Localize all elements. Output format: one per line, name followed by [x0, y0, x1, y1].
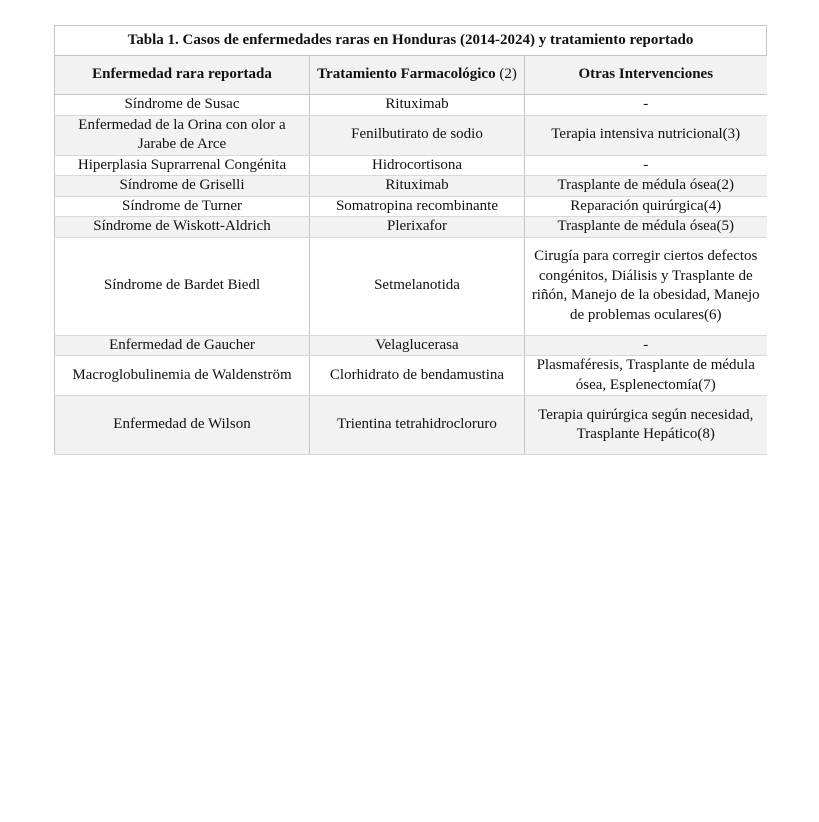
cell-drug: Rituximab	[310, 95, 525, 116]
header-other	[525, 56, 767, 95]
table-title: Tabla 1. Casos de enfermedades raras en Honduras (2014-2024) y tratamiento reportado	[55, 26, 767, 56]
header-drug-label: Tratamiento Farmacológico	[317, 66, 496, 83]
cell-disease: Enfermedad de Gaucher	[55, 335, 310, 356]
cell-drug: Hidrocortisona	[310, 155, 525, 176]
cell-other: Trasplante de médula ósea(5)	[525, 217, 767, 238]
cell-disease: Síndrome de Susac	[55, 95, 310, 116]
cell-drug: Velaglucerasa	[310, 335, 525, 356]
cell-drug: Rituximab	[310, 176, 525, 197]
table-header-row	[55, 56, 767, 95]
table-row	[55, 176, 767, 197]
cell-other: -	[525, 95, 767, 116]
table-row	[55, 396, 767, 455]
cell-other: Cirugía para corregir ciertos defectos congénitos, Diálisis y Trasplante de riñón, Manejo de la obesidad, Manejo de problemas oculares(6)	[525, 237, 767, 335]
rare-diseases-table	[54, 25, 767, 455]
cell-disease: Síndrome de Griselli	[55, 176, 310, 197]
cell-disease: Macroglobulinemia de Waldenström	[55, 356, 310, 396]
cell-other: Terapia quirúrgica según necesidad, Trasplante Hepático(8)	[525, 396, 767, 455]
table-row	[55, 356, 767, 396]
header-disease	[55, 56, 310, 95]
header-disease-label: Enfermedad rara reportada	[92, 66, 272, 83]
table-row	[55, 237, 767, 335]
cell-other: Terapia intensiva nutricional(3)	[525, 115, 767, 155]
cell-drug: Trientina tetrahidrocloruro	[310, 396, 525, 455]
cell-drug: Plerixafor	[310, 217, 525, 238]
table-row	[55, 155, 767, 176]
cell-disease: Síndrome de Wiskott-Aldrich	[55, 217, 310, 238]
table-row	[55, 196, 767, 217]
cell-other: -	[525, 155, 767, 176]
cell-drug: Clorhidrato de bendamustina	[310, 356, 525, 396]
cell-drug: Setmelanotida	[310, 237, 525, 335]
table-title-row	[55, 26, 767, 56]
cell-disease: Hiperplasia Suprarrenal Congénita	[55, 155, 310, 176]
cell-disease: Síndrome de Bardet Biedl	[55, 237, 310, 335]
cell-drug: Fenilbutirato de sodio	[310, 115, 525, 155]
table-row	[55, 335, 767, 356]
table-row	[55, 95, 767, 116]
table-row	[55, 217, 767, 238]
cell-other: -	[525, 335, 767, 356]
cell-other: Reparación quirúrgica(4)	[525, 196, 767, 217]
cell-disease: Enfermedad de la Orina con olor a Jarabe de Arce	[55, 115, 310, 155]
table-row	[55, 115, 767, 155]
cell-other: Plasmaféresis, Trasplante de médula ósea, Esplenectomía(7)	[525, 356, 767, 396]
cell-other: Trasplante de médula ósea(2)	[525, 176, 767, 197]
cell-disease: Síndrome de Turner	[55, 196, 310, 217]
header-drug	[310, 56, 525, 95]
header-other-label: Otras Intervenciones	[578, 66, 714, 83]
cell-disease: Enfermedad de Wilson	[55, 396, 310, 455]
header-drug-ref: (2)	[495, 66, 517, 83]
cell-drug: Somatropina recombinante	[310, 196, 525, 217]
table-container	[54, 25, 766, 455]
